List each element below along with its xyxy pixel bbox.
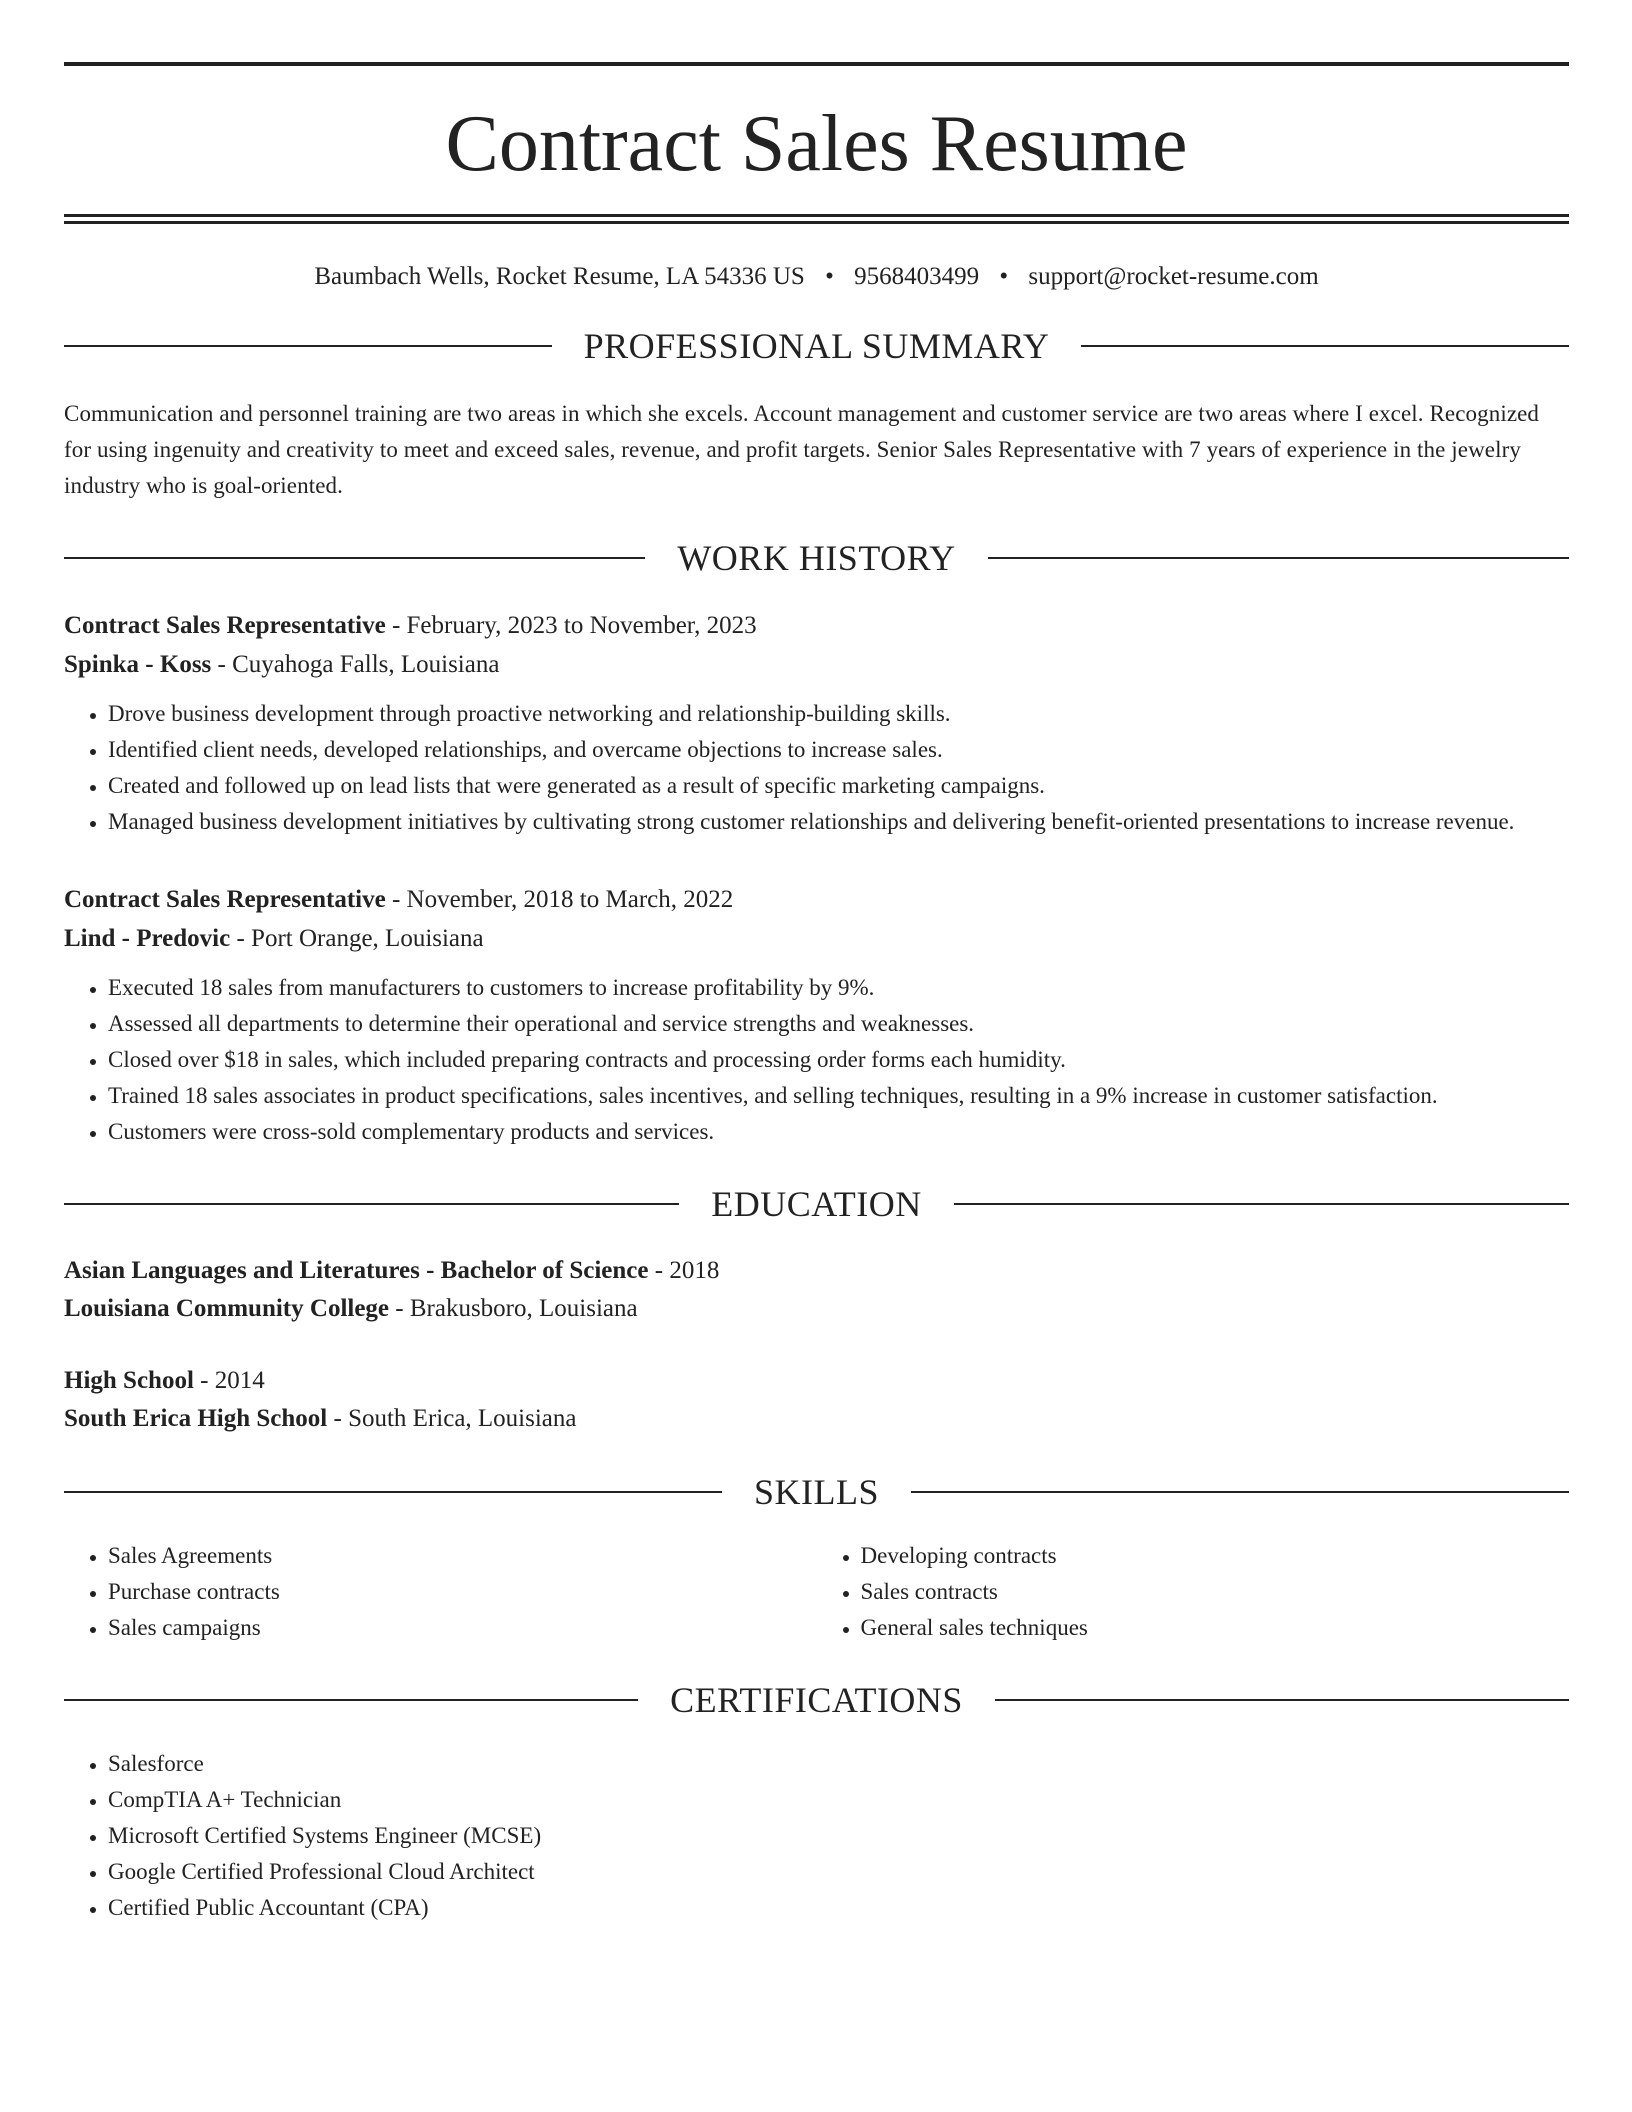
certification-item: • Certified Public Accountant (CPA) [108,1890,1569,1926]
job-bullets [64,970,1569,1150]
resume-page [64,62,1569,1926]
job-title: Contract Sales Representative [64,886,386,913]
certification-item: • CompTIA A+ Technician [108,1782,1569,1818]
heading-rule-left [64,1491,722,1493]
education-location: South Erica, Louisiana [348,1405,577,1432]
top-rule [64,62,1569,66]
heading-rule-right [995,1699,1569,1701]
section-heading-certifications [64,1680,1569,1720]
skill-item: • Developing contracts [861,1538,1570,1574]
contact-line [64,262,1569,292]
job-entry [64,880,1569,1150]
skill-item: • Purchase contracts [108,1574,817,1610]
education-degree: Asian Languages and Literatures - Bachelor of Science [64,1257,649,1284]
skills-list-right [817,1538,1570,1646]
certification-item: • Salesforce [108,1746,1569,1782]
job-company: Lind - Predovic [64,925,231,952]
job-bullets [64,696,1569,840]
skills-list-left [64,1538,817,1646]
heading-rule-left [64,1203,679,1205]
contact-phone: 9568403499 [854,263,980,290]
title-double-rule [64,214,1569,224]
list-item: • Assessed all departments to determine their operational and service strengths and weaknesses. [108,1006,1569,1042]
heading-rule-left [64,557,645,559]
skill-item: • General sales techniques [861,1610,1570,1646]
list-item: • Trained 18 sales associates in product specifications, sales incentives, and selling techniques, resulting in a 9% increase in customer satisfaction. [108,1078,1569,1114]
heading-rule-right [1081,345,1569,347]
education-entry [64,1252,1569,1328]
job-company: Spinka - Koss [64,651,212,678]
job-dates: February, 2023 to November, 2023 [406,612,757,639]
contact-separator: • [999,263,1009,290]
list-item: • Executed 18 sales from manufacturers to customers to increase profitability by 9%. [108,970,1569,1006]
education-year: 2014 [214,1367,265,1394]
heading-rule-left [64,1699,638,1701]
contact-address: Baumbach Wells, Rocket Resume, LA 54336 US [314,263,805,290]
education-degree-line: High School - 2014 [64,1367,265,1394]
education-year: 2018 [669,1257,720,1284]
section-title: SKILLS [754,1472,880,1512]
heading-rule-right [911,1491,1569,1493]
skill-item: • Sales contracts [861,1574,1570,1610]
education-degree-line: Asian Languages and Literatures - Bachelor of Science - 2018 [64,1257,720,1284]
section-title: PROFESSIONAL SUMMARY [583,326,1050,366]
heading-rule-right [954,1203,1569,1205]
skills-columns [64,1538,1569,1646]
section-heading-skills [64,1472,1569,1512]
list-item: • Identified client needs, developed relationships, and overcame objections to increase sales. [108,732,1569,768]
job-title-line: Contract Sales Representative - February, 2023 to November, 2023 [64,612,757,639]
section-title: CERTIFICATIONS [670,1680,963,1720]
job-title: Contract Sales Representative [64,612,386,639]
job-company-line: Spinka - Koss - Cuyahoga Falls, Louisiana [64,651,500,678]
section-heading-work-history [64,538,1569,578]
education-location: Brakusboro, Louisiana [409,1295,638,1322]
education-entry [64,1362,1569,1438]
job-dates: November, 2018 to March, 2022 [406,886,734,913]
section-title: WORK HISTORY [677,538,956,578]
certifications-block [64,1746,1569,1926]
education-school-line: Louisiana Community College - Brakusboro, Louisiana [64,1295,638,1322]
education-school: Louisiana Community College [64,1295,390,1322]
skill-item: • Sales campaigns [108,1610,817,1646]
certification-item: • Google Certified Professional Cloud Architect [108,1854,1569,1890]
list-item: • Managed business development initiatives by cultivating strong customer relationships and delivering benefit-oriented presentations to increase revenue. [108,804,1569,840]
contact-separator: • [825,263,834,290]
list-item: • Closed over $18 in sales, which included preparing contracts and processing order forms each humidity. [108,1042,1569,1078]
heading-rule-left [64,345,552,347]
job-location: Cuyahoga Falls, Louisiana [232,651,500,678]
section-title: EDUCATION [711,1184,922,1224]
section-heading-education [64,1184,1569,1224]
contact-email: support@rocket-resume.com [1028,263,1319,290]
education-school-line: South Erica High School - South Erica, Louisiana [64,1405,577,1432]
job-location: Port Orange, Louisiana [251,925,484,952]
resume-title: Contract Sales Resume [445,100,1188,188]
skill-item: • Sales Agreements [108,1538,817,1574]
job-title-line: Contract Sales Representative - November, 2018 to March, 2022 [64,886,734,913]
heading-rule-right [988,557,1569,559]
list-item: • Drove business development through proactive networking and relationship-building skills. [108,696,1569,732]
section-heading-summary [64,326,1569,366]
summary-text: Communication and personnel training are two areas in which she excels. Account management and customer service are two areas where I excel. Recognized for using ingenuity and creativity to meet and exceed sales, revenue, and profit targets. Senior Sales Representative with 7 years of experience in the jewelry industry who is goal-oriented. [64,401,1540,498]
education-degree: High School [64,1367,194,1394]
list-item: • Customers were cross-sold complementary products and services. [108,1114,1569,1150]
certifications-list [64,1746,1569,1926]
job-company-line: Lind - Predovic - Port Orange, Louisiana [64,925,484,952]
job-entry [64,606,1569,840]
certification-item: • Microsoft Certified Systems Engineer (MCSE) [108,1818,1569,1854]
list-item: • Created and followed up on lead lists that were generated as a result of specific marketing campaigns. [108,768,1569,804]
education-school: South Erica High School [64,1405,328,1432]
